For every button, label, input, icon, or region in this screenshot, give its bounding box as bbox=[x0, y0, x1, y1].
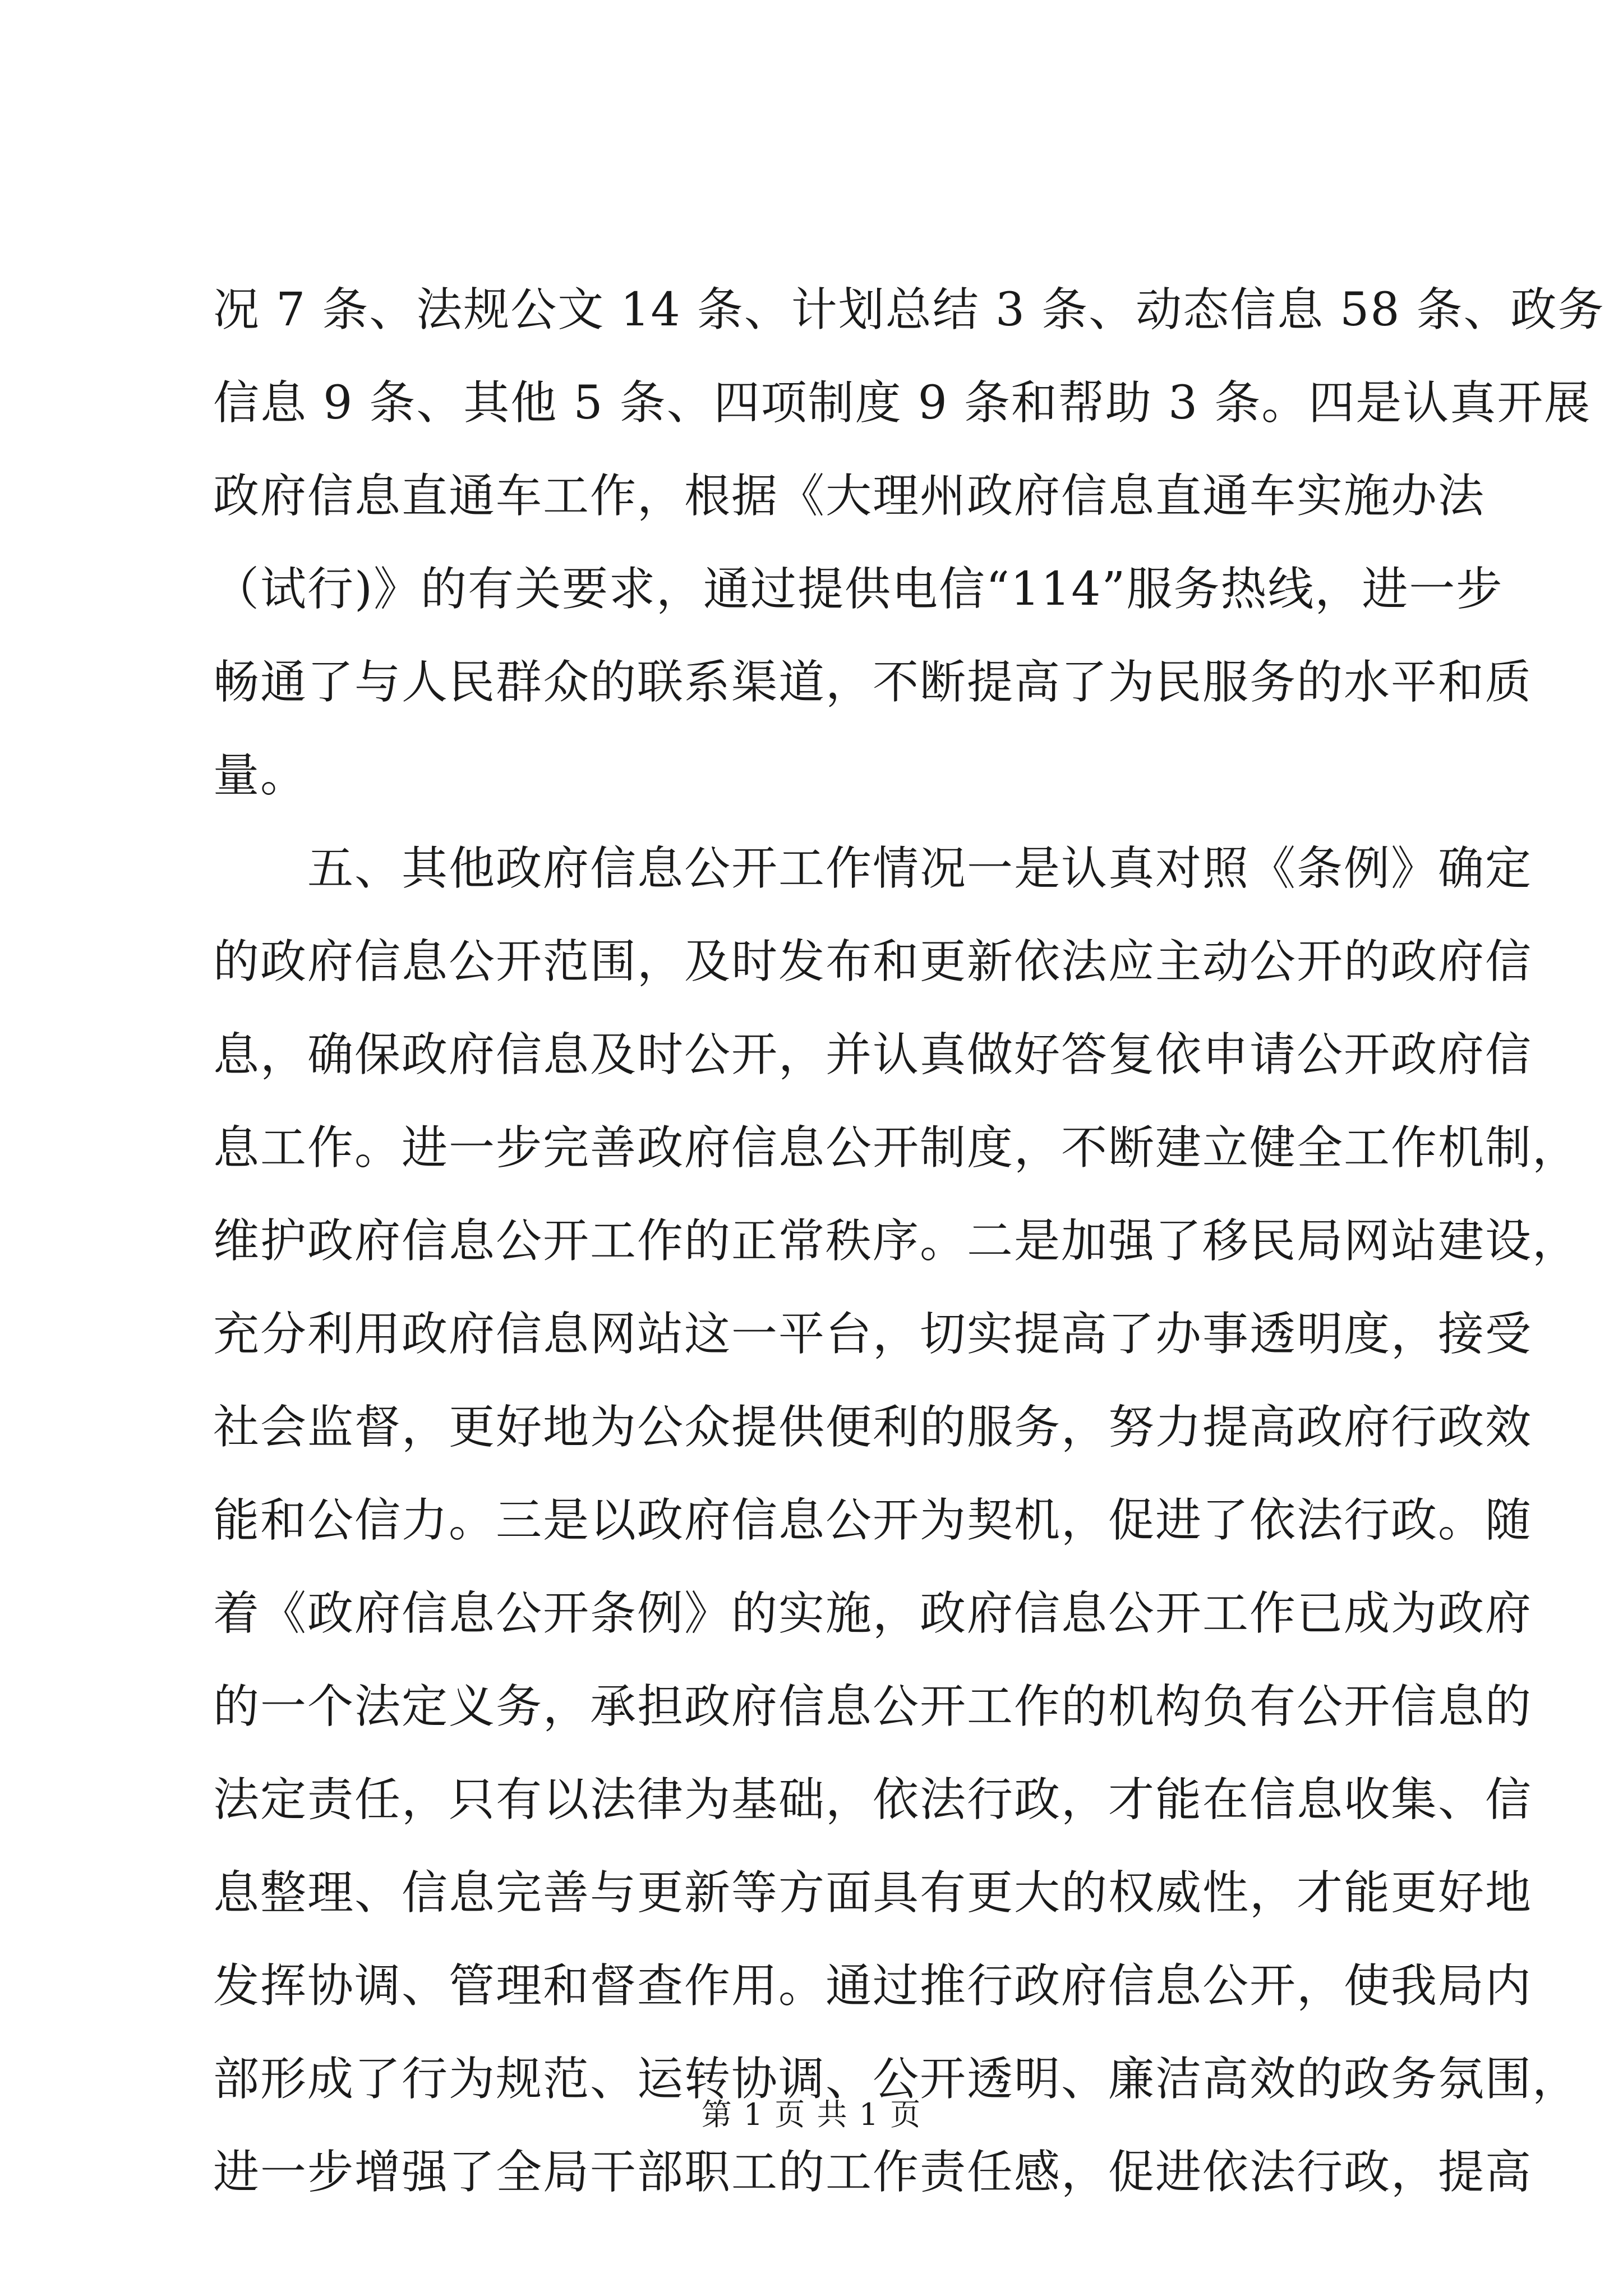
text-line: 息工作。进一步完善政府信息公开制度，不断建立健全工作机制， bbox=[213, 1121, 1580, 1175]
text-line: 着《政府信息公开条例》的实施，政府信息公开工作已成为政府 bbox=[213, 1587, 1533, 1640]
text-line: 息，确保政府信息及时公开，并认真做好答复依申请公开政府信 bbox=[213, 1028, 1533, 1082]
text-line: 充分利用政府信息网站这一平台，切实提高了办事透明度，接受 bbox=[213, 1308, 1533, 1361]
text-line: 进一步增强了全局干部职工的工作责任感，促进依法行政，提高 bbox=[213, 2146, 1533, 2199]
text-line: 畅通了与人民群众的联系渠道，不断提高了为民服务的水平和质 bbox=[213, 656, 1533, 709]
text-line: 社会监督，更好地为公众提供便利的服务，努力提高政府行政效 bbox=[213, 1401, 1533, 1454]
page-number: 第 1 页 共 1 页 bbox=[701, 2097, 922, 2132]
text-line: 信息 9 条、其他 5 条、四项制度 9 条和帮助 3 条。四是认真开展 bbox=[213, 376, 1592, 430]
text-line: 息整理、信息完善与更新等方面具有更大的权威性，才能更好地 bbox=[213, 1866, 1533, 1920]
text-line: 量。 bbox=[213, 749, 308, 802]
text-line: 五、其他政府信息公开工作情况一是认真对照《条例》确定 bbox=[213, 842, 1533, 895]
text-line: 的一个法定义务，承担政府信息公开工作的机构负有公开信息的 bbox=[213, 1680, 1533, 1733]
text-line: 法定责任，只有以法律为基础，依法行政，才能在信息收集、信 bbox=[213, 1773, 1533, 1826]
document-body bbox=[213, 264, 1605, 2219]
page-footer bbox=[0, 2095, 1623, 2134]
text-line: （试行)》的有关要求，通过提供电信“114”服务热线，进一步 bbox=[213, 563, 1504, 616]
text-line: 的政府信息公开范围，及时发布和更新依法应主动公开的政府信 bbox=[213, 935, 1533, 988]
text-line: 能和公信力。三是以政府信息公开为契机，促进了依法行政。随 bbox=[213, 1494, 1533, 1547]
text-line: 发挥协调、管理和督查作用。通过推行政府信息公开，使我局内 bbox=[213, 1959, 1533, 2013]
text-line: 维护政府信息公开工作的正常秩序。二是加强了移民局网站建设， bbox=[213, 1214, 1580, 1268]
text-line: 政府信息直通车工作，根据《大理州政府信息直通车实施办法 bbox=[213, 470, 1486, 523]
text-line: 况 7 条、法规公文 14 条、计划总结 3 条、动态信息 58 条、政务 bbox=[213, 283, 1605, 337]
text-line: 部形成了行为规范、运转协调、公开透明、廉洁高效的政务氛围， bbox=[213, 2053, 1580, 2106]
